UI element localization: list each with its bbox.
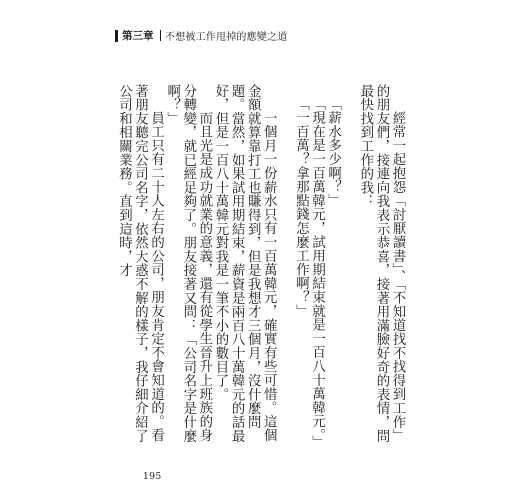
running-header xyxy=(115,28,287,43)
body-text xyxy=(115,84,405,450)
paragraph: 員工只有二十人左右的公司，朋友肯定不會知道的。看著朋友聽完公司名字，依然大惑不解的樣子，我仔細介紹了公司和相關業務。直到這時，才 xyxy=(116,84,164,443)
paragraph: 經常一起抱怨「討厭讀書」、「不知道找不找得到工作」的朋友們，接連向我表示恭喜，接著用滿臉好奇的表情，問最快找到工作的我： xyxy=(357,84,405,443)
header-divider xyxy=(160,30,162,41)
dialogue-line: 「薪水多少啊？」 xyxy=(325,97,341,208)
chapter-title: 不想被工作甩掉的應變之道 xyxy=(165,32,288,43)
dialogue-line: 「一百萬？拿那點錢怎麼工作啊？」 xyxy=(293,97,309,319)
paragraph: 一個月一份薪水只有一百萬韓元，確實有些可惜。這個金額就算靠打工也賺得到，但是我想才三個月，沒什麼問題。當然，如果試用期結束，薪資是兩百八十萬韓元的話最好，但是一百八十萬韓元對我是一筆不小的數目了。 xyxy=(212,84,277,443)
paragraph: 而且光是成功就業的意義，還有從學生晉升上班族的身分轉變，就已經足夠了。朋友接著又問：「公司名字是什麼啊？」 xyxy=(164,84,212,443)
chapter-label: 第三章 xyxy=(115,30,158,42)
dialogue-line: 「現在是一百萬韓元，試用期結束就是一百八十萬韓元。」 xyxy=(309,97,325,450)
page-number: 195 xyxy=(143,472,162,482)
